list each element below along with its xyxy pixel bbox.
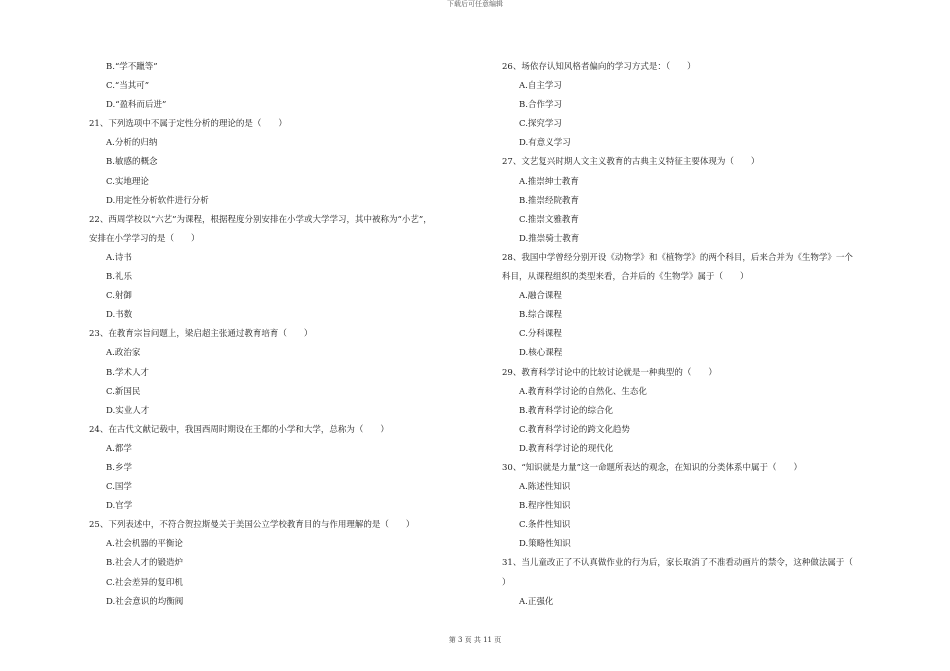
answer-option: A.诗书 <box>106 252 132 263</box>
question-text: 29、教育科学讨论中的比较讨论就是一种典型的（ ） <box>502 367 717 378</box>
answer-option: B.学术人才 <box>106 367 149 378</box>
answer-option: B.敏感的概念 <box>106 157 158 168</box>
answer-option: C.“当其可” <box>106 81 150 92</box>
answer-option: B.推崇经院教育 <box>519 195 579 206</box>
answer-option: C.射御 <box>106 291 132 302</box>
answer-option: A.分析的归纳 <box>106 138 158 149</box>
answer-option: B.教育科学讨论的综合化 <box>519 405 613 416</box>
answer-option: D.社会意识的均衡阀 <box>106 596 184 607</box>
answer-option: A.融合课程 <box>519 291 562 302</box>
page-header: 下载后可任意编辑 <box>447 0 503 8</box>
answer-option: D.推崇骑士教育 <box>519 233 580 244</box>
answer-option: C.条件性知识 <box>519 520 571 531</box>
question-text-continued: ） <box>502 577 511 588</box>
answer-option: D.教育科学讨论的现代化 <box>519 443 614 454</box>
answer-option: A.正强化 <box>519 596 554 607</box>
question-text: 25、下列表述中，不符合贺拉斯曼关于美国公立学校教育目的与作用理解的是（ ） <box>89 520 415 531</box>
answer-option: A.政治家 <box>106 348 141 359</box>
question-text: 22、西周学校以“六艺”为课程，根据程度分别安排在小学或大学学习，其中被称为“小艺”， <box>89 214 432 225</box>
answer-option: C.新国民 <box>106 386 141 397</box>
question-text-continued: 安排在小学学习的是（ ） <box>89 233 200 244</box>
answer-option: D.实业人才 <box>106 405 150 416</box>
question-text: 26、场依存认知风格者偏向的学习方式是：（ ） <box>502 62 696 72</box>
left-column <box>89 58 489 612</box>
answer-option: C.社会差异的复印机 <box>106 577 183 588</box>
answer-option: D.“盈科而后进” <box>106 100 167 111</box>
answer-option: C.教育科学讨论的跨文化趋势 <box>519 424 630 435</box>
question-text: 31、当儿童改正了不认真做作业的行为后，家长取消了不准看动画片的禁令，这种做法属于（ <box>502 558 853 569</box>
page-footer: 第 3 页 共 11 页 <box>448 636 502 644</box>
answer-option: C.实地理论 <box>106 176 149 187</box>
answer-option: B.乡学 <box>106 462 132 473</box>
answer-option: D.书数 <box>106 310 133 321</box>
answer-option: B.程序性知识 <box>519 501 571 512</box>
question-text: 28、我国中学曾经分别开设《动物学》和《植物学》的两个科目，后来合并为《生物学》一个 <box>502 252 853 263</box>
question-text: 24、在古代文献记载中，我国西周时期设在王都的小学和大学，总称为（ ） <box>89 424 389 435</box>
answer-option: C.推崇文雅教育 <box>519 214 579 225</box>
answer-option: B.合作学习 <box>519 100 562 111</box>
question-text: 27、文艺复兴时期人文主义教育的古典主义特征主要体现为（ ） <box>502 157 760 168</box>
question-text: 23、在教育宗旨问题上，梁启超主张通过教育培育（ ） <box>89 329 313 340</box>
answer-option: D.策略性知识 <box>519 539 571 550</box>
answer-option: A.教育科学讨论的自然化、生态化 <box>519 386 647 397</box>
question-text: 30、“知识就是力量”这一命题所表达的观念，在知识的分类体系中属于（ ） <box>502 462 803 473</box>
question-text: 21、下列选项中不属于定性分析的理论的是（ ） <box>89 119 287 130</box>
answer-option: C.探究学习 <box>519 119 562 130</box>
answer-option: C.国学 <box>106 482 132 493</box>
answer-option: D.官学 <box>106 501 133 512</box>
right-column <box>502 58 902 612</box>
answer-option: A.都学 <box>106 443 132 454</box>
answer-option: A.社会机器的平衡论 <box>106 539 183 550</box>
answer-option: D.有意义学习 <box>519 138 571 149</box>
answer-option: D.核心课程 <box>519 348 563 359</box>
answer-option: C.分科课程 <box>519 329 562 340</box>
answer-option: A.陈述性知识 <box>519 482 571 493</box>
answer-option: B.综合课程 <box>519 310 562 321</box>
answer-option: D.用定性分析软件进行分析 <box>106 195 209 206</box>
question-text-continued: 科目，从课程组织的类型来看，合并后的《生物学》属于（ ） <box>502 272 749 283</box>
answer-option: A.推崇绅士教育 <box>519 176 579 187</box>
answer-option: A.自主学习 <box>519 81 562 92</box>
answer-option: B.礼乐 <box>106 272 132 283</box>
answer-option: B.“学不躐等” <box>106 62 158 72</box>
answer-option: B.社会人才的锻造炉 <box>106 558 183 569</box>
